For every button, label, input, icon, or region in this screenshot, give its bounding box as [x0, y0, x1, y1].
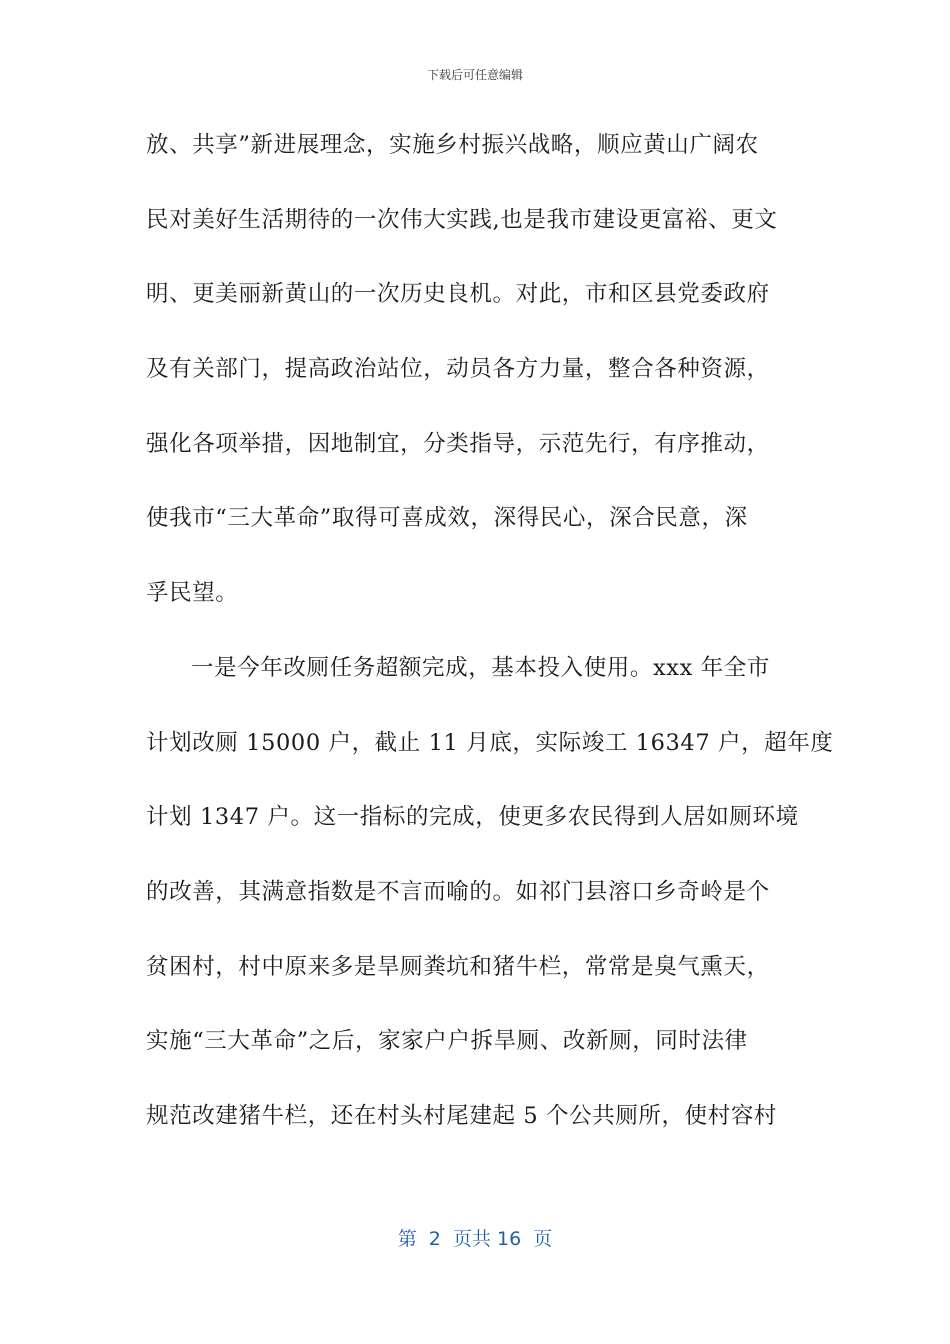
text-line: 孚民望。 — [146, 580, 239, 607]
header-note: 下载后可任意编辑 — [426, 68, 523, 82]
page-number-footer: 第 2 页共 16 页 — [397, 1228, 553, 1250]
text-line: 的改善，其满意指数是不言而喻的。如祁门县溶口乡奇岭是个 — [146, 878, 770, 905]
text-line: 及有关部门，提高政治站位，动员各方力量，整合各种资源， — [146, 356, 770, 383]
text-line: 明、更美丽新黄山的一次历史良机。对此，市和区县党委政府 — [146, 281, 770, 308]
text-line: 计划改厕 15000 户，截止 11 月底，实际竣工 16347 户，超年度 — [146, 729, 834, 756]
text-line: 强化各项举措，因地制宜，分类指导，示范先行，有序推动， — [146, 430, 770, 457]
text-line: 使我市“三大革命”取得可喜成效，深得民心，深合民意，深 — [146, 505, 748, 532]
text-line: 民对美好生活期待的一次伟大实践,也是我市建设更富裕、更文 — [146, 206, 778, 233]
document-body — [146, 120, 834, 1166]
text-line: 放、共享”新进展理念，实施乡村振兴战略，顺应黄山广阔农 — [146, 132, 759, 158]
text-line: 计划 1347 户。这一指标的完成，使更多农民得到人居如厕环境 — [146, 804, 799, 831]
paragraph-start-line: 一是今年改厕任务超额完成，基本投入使用。xxx 年全市 — [191, 654, 770, 681]
text-line: 贫困村，村中原来多是旱厕粪坑和猪牛栏，常常是臭气熏天， — [146, 953, 770, 980]
text-line: 实施“三大革命”之后，家家户户拆旱厕、改新厕，同时法律 — [146, 1028, 748, 1055]
text-line: 规范改建猪牛栏，还在村头村尾建起 5 个公共厕所，使村容村 — [146, 1102, 778, 1129]
